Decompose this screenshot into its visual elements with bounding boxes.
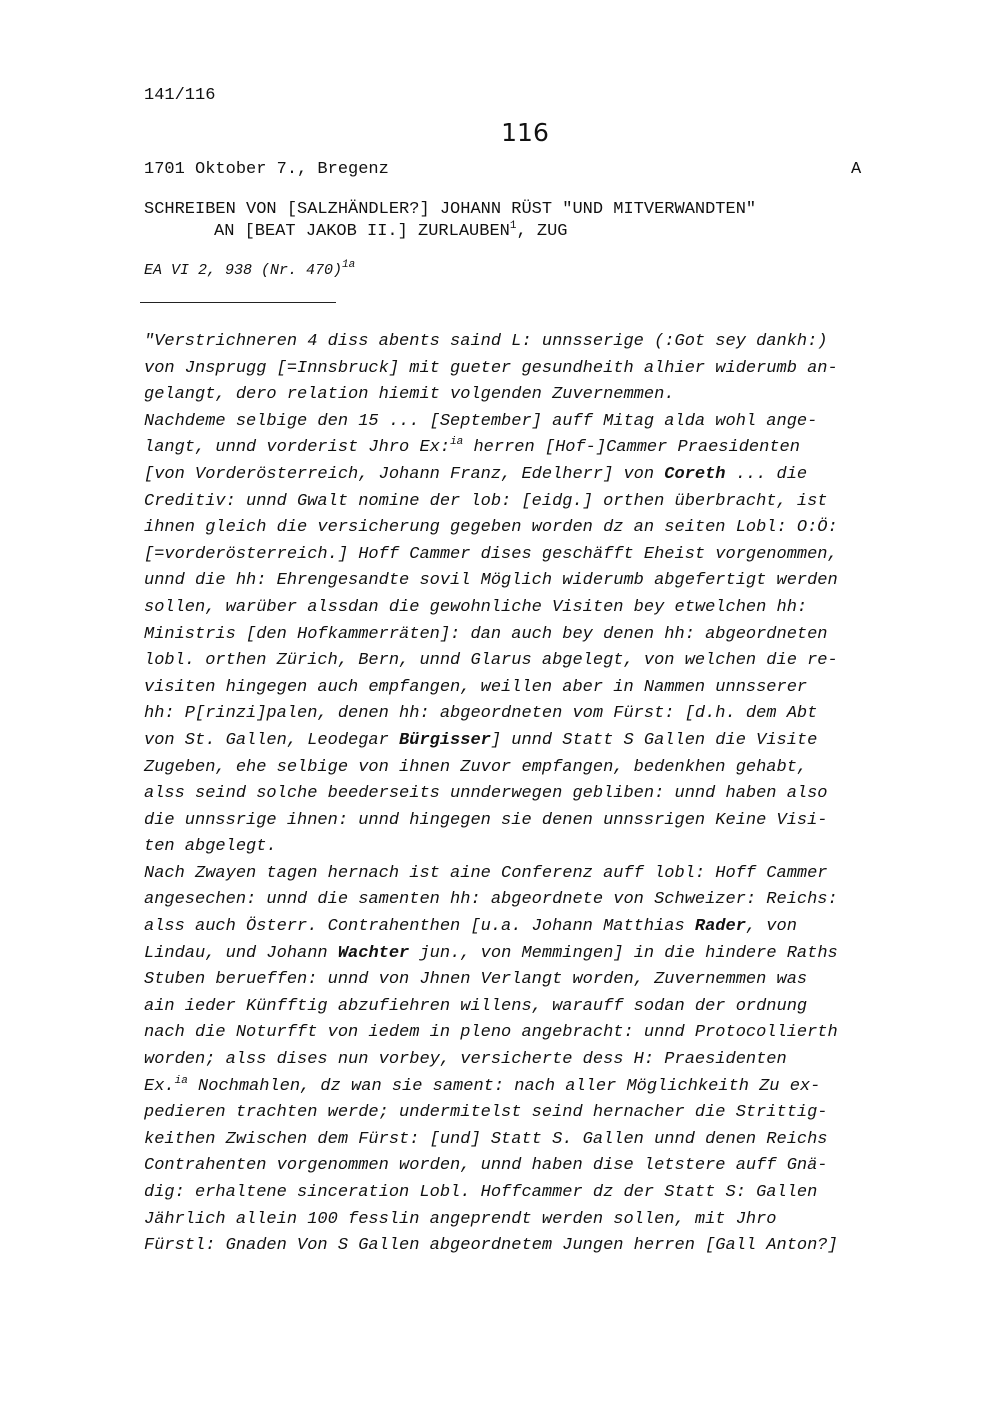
source-citation [144,259,356,279]
emphasized-name: Bürgisser [399,730,491,750]
footnote-marker: 1a [342,259,356,271]
text-segment: lobl. orthen Zürich, Bern, unnd Glarus abgelegt, von welchen die re- [144,651,838,671]
text-segment: visiten hingegen auch empfangen, weillen aber in Nammen unnsserer [144,677,808,697]
text-segment: von Jnsprugg [=Innsbruck] mit gueter gesundheith alhier widerumb an- [144,358,838,378]
text-line [144,356,914,383]
text-segment: [von Vorderösterreich, Johann Franz, Edelherr] von [144,464,665,484]
text-segment: ihnen gleich die versicherung gegeben worden dz an seiten Lobl: O:Ö: [144,518,838,538]
title-line-2-text: AN [BEAT JAKOB II.] ZURLAUBEN [214,222,510,241]
date-place: 1701 Oktober 7., Bregenz [144,160,389,179]
text-segment: nach die Noturfft von iedem in pleno angebracht: unnd Protocollierth [144,1023,838,1043]
text-line [144,568,914,595]
text-segment: sollen, warüber alssdan die gewohnliche Visiten bey etwelchen hh: [144,597,808,617]
text-segment: langt, unnd vorderist Jhro Ex: [144,438,451,458]
text-segment: gelangt, dero relation hiemit volgenden Zuvernemmen. [144,385,675,405]
text-line [144,1100,914,1127]
text-line [144,834,914,861]
text-segment: Ministris [den Hofkammerräten]: dan auch bey denen hh: abgeordneten [144,624,828,644]
transcription-body [144,329,914,1260]
text-line [144,622,914,649]
text-line [144,887,914,914]
emphasized-name: Coreth [664,464,726,484]
text-line [144,1127,914,1154]
text-line [144,1233,914,1260]
text-line [144,941,914,968]
text-line [144,967,914,994]
footnote-marker: 1 [509,220,517,232]
text-line [144,914,914,941]
text-segment: dig: erhaltene sinceration Lobl. Hoffcammer dz der Statt S: Gallen [144,1183,818,1202]
source-citation-text: EA VI 2, 938 (Nr. 470) [144,262,343,279]
text-line [144,462,914,489]
text-line [144,701,914,728]
text-line [144,808,914,835]
archive-reference: 141/116 [144,86,216,105]
text-line [144,435,914,462]
title-line-2-suffix: , ZUG [516,222,568,241]
text-segment: worden; alss dises nun vorbey, versicherte dess H: Praesidenten [144,1050,787,1070]
text-line [144,595,914,622]
text-line [144,861,914,888]
emphasized-name: Wachter [337,943,410,963]
text-segment: Zugeben, ehe selbige von ihnen Zuvor empfangen, bedenkhen gehabt, [144,757,808,777]
text-segment: alss auch Österr. Contrahenthen [u.a. Johann Matthias [144,917,695,937]
text-line [144,728,914,755]
text-segment: "Verstrichneren 4 diss abents saind L: unnsserige (:Got sey dankh:) [144,332,828,351]
text-segment: ain ieder Künfftig abzufiehren willens, warauff sodan der ordnung [144,996,808,1016]
text-line [144,1207,914,1234]
text-segment: Creditiv: unnd Gwalt nomine der lob: [eidg.] orthen überbracht, ist [144,491,828,511]
text-segment: Stuben berueffen: unnd von Jhnen Verlangt worden, Zuvernemmen was [144,970,808,990]
text-line [144,542,914,569]
title-line-2 [214,222,567,241]
text-line [144,675,914,702]
text-line [144,329,914,356]
footnote-marker: ia [174,1074,188,1087]
text-segment: die unnssrige ihnen: unnd hingegen sie denen unnssrigen Keine Visi- [144,810,828,830]
text-segment: Nochmahlen, dz wan sie sament: nach aller Möglichkeith Zu ex- [187,1076,821,1096]
text-segment: pedieren trachten werde; undermitelst seind hernacher die Strittig- [144,1103,828,1123]
title-line-1: SCHREIBEN VON [SALZHÄNDLER?] JOHANN RÜST "UND MITVERWANDTEN" [144,200,757,219]
text-segment: ten abgelegt. [144,837,277,857]
emphasized-name: Rader [694,917,746,937]
text-segment: Lindau, und Johann [144,943,338,963]
text-segment: Nach Zwayen tagen hernach ist aine Conferenz auff lobl: Hoff Cammer [144,863,828,883]
text-segment: angesechen: unnd die samenten hh: abgeordnete von Schweizer: Reichs: [144,890,838,910]
text-segment: von St. Gallen, Leodegar [144,730,400,750]
text-segment: unnd die hh: Ehrengesandte sovil Möglich widerumb abgefertigt werden [144,571,838,591]
text-line [144,489,914,516]
text-line [144,1074,914,1101]
text-line [144,1020,914,1047]
text-line [144,994,914,1021]
text-segment: [=vorderösterreich.] Hoff Cammer dises geschäfft Eheist vorgenommen, [144,544,838,564]
separator-rule [140,302,336,303]
text-segment: ] unnd Statt S Gallen die Visite [490,730,818,750]
text-segment: Jährlich allein 100 fesslin angeprendt werden sollen, mit Jhro [144,1209,777,1229]
document-number: 116 [501,118,549,147]
text-segment: herren [Hof-]Cammer Praesidenten [463,438,800,458]
text-line [144,1180,914,1207]
footnote-marker: ia [450,436,464,449]
text-segment: , von [745,917,797,937]
text-line [144,781,914,808]
text-line [144,515,914,542]
text-line [144,648,914,675]
text-segment: ... die [725,464,808,484]
classification-letter: A [851,160,862,179]
text-segment: jun., von Memmingen] in die hindere Raths [409,943,838,963]
text-segment: keithen Zwischen dem Fürst: [und] Statt S. Gallen unnd denen Reichs [144,1129,828,1149]
text-segment: Fürstl: Gnaden Von S Gallen abgeordnetem Jungen herren [Gall Anton?] [144,1236,838,1256]
text-line [144,409,914,436]
text-line [144,755,914,782]
text-segment: Ex. [144,1076,175,1096]
text-segment: hh: P[rinzi]palen, denen hh: abgeordneten vom Fürst: [d.h. dem Abt [144,704,818,724]
text-segment: Contrahenten vorgenommen worden, unnd haben dise letstere auff Gnä- [144,1156,828,1176]
text-segment: alss seind solche beederseits unnderwegen gebliben: unnd haben also [144,784,828,804]
text-segment: Nachdeme selbige den 15 ... [September] auff Mitag alda wohl ange- [144,411,818,431]
text-line [144,1153,914,1180]
text-line [144,382,914,409]
text-line [144,1047,914,1074]
